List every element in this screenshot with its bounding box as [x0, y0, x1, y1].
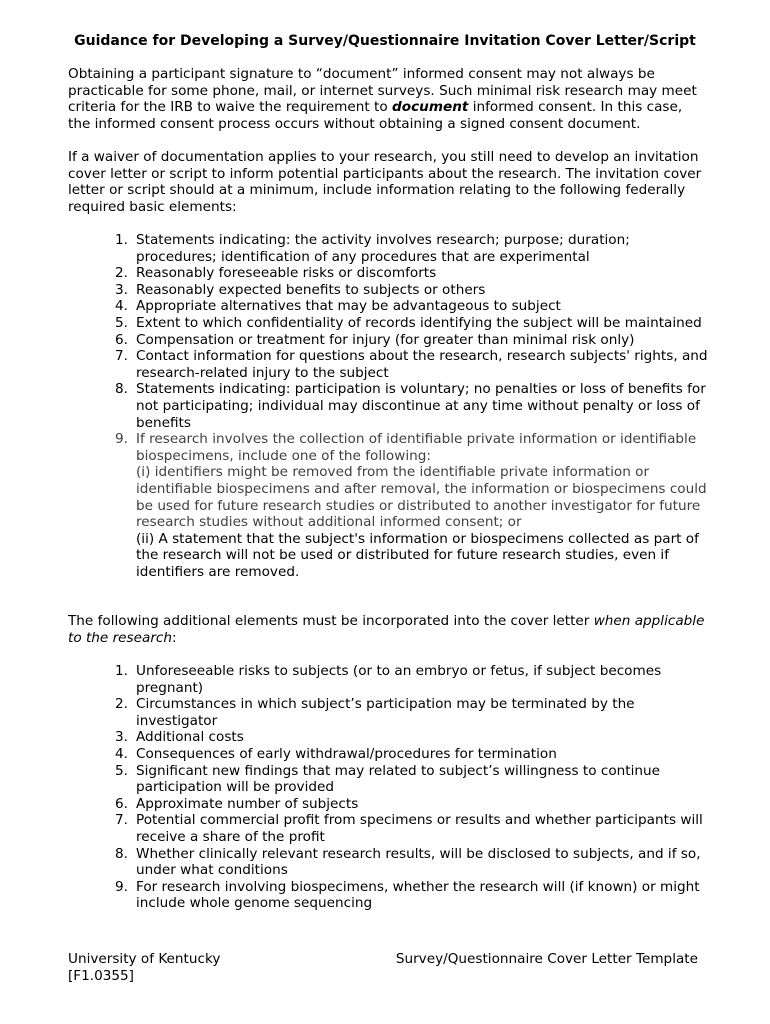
item9-option-i: (i) identifiers might be removed from the identifiable private information or identifiable biospecimens and after removal, the information or biospecimens could be used for future research studies or distributed to another investigator for future research studies without additional informed consent; or: [136, 464, 707, 531]
list-item-text: Statements indicating: participation is voluntary; no penalties or loss of benefits for not participating; individual may discontinue at any time without penalty or loss of benefits: [136, 381, 706, 431]
footer-template-name: Survey/Questionnaire Cover Letter Template: [395, 951, 698, 967]
footer-institution: University of Kentucky: [68, 951, 221, 967]
list-item-text: Reasonably expected benefits to subjects or others: [136, 281, 486, 298]
intro-emphasis: document: [392, 99, 469, 116]
list-item: [108, 663, 708, 696]
list-number: 6.: [115, 795, 128, 812]
list-item: [108, 746, 708, 763]
list-item-text: Reasonably foreseeable risks or discomforts: [136, 265, 437, 282]
list-item-text: Appropriate alternatives that may be advantageous to subject: [136, 298, 561, 315]
list-number: 1.: [115, 232, 128, 248]
list-number: 2.: [115, 696, 128, 713]
list-item: [108, 315, 708, 332]
additional-intro-emphasis: when applicable to the research: [68, 613, 705, 646]
list-number: 6.: [115, 331, 128, 348]
list-item-text: Additional costs: [136, 729, 244, 746]
list-item-text: For research involving biospecimens, whether the research will (if known) or might include whole genome sequencing: [136, 878, 700, 912]
footer-form-code: [F1.0355]: [68, 968, 134, 984]
list-item: [108, 381, 708, 431]
list-item-text: Unforeseeable risks to subjects (or to an embryo or fetus, if subject becomes pregnant): [136, 663, 662, 696]
list-number: 1.: [115, 663, 128, 679]
item9-option-ii: (ii) A statement that the subject's information or biospecimens collected as part of the research will not be used or distributed for future research studies, even if identifiers are removed.: [136, 530, 699, 580]
additional-intro-text: The following additional elements must be incorporated into the cover letter: [68, 613, 594, 629]
list-number: 3.: [115, 281, 128, 298]
list-item-text: Consequences of early withdrawal/procedures for termination: [136, 745, 557, 762]
list-number: 4.: [115, 745, 128, 762]
list-item-identifiable-info: [108, 431, 708, 580]
list-number: 2.: [115, 265, 128, 282]
list-item: [108, 696, 708, 729]
list-number: 7.: [115, 348, 128, 365]
basic-elements-list: [108, 232, 708, 580]
list-number: 8.: [115, 845, 128, 862]
list-item: [108, 846, 708, 879]
list-number: 9.: [115, 878, 128, 895]
list-item: [108, 763, 708, 796]
list-item: [108, 348, 708, 381]
list-item: [108, 282, 708, 299]
list-number: 4.: [115, 298, 128, 315]
list-item: [108, 879, 708, 912]
list-item-text: Contact information for questions about the research, research subjects' rights, and research-related injury to the subject: [136, 348, 708, 381]
list-number: 9.: [115, 431, 128, 448]
additional-intro-suffix: :: [172, 629, 177, 646]
waiver-paragraph: If a waiver of documentation applies to your research, you still need to develop an invitation cover letter or script to inform potential participants about the research. The invitation cover letter or script should at a minimum, include information relating to the following federally required basic elements:: [68, 149, 702, 215]
list-item-text: Compensation or treatment for injury (for greater than minimal risk only): [136, 331, 635, 348]
list-number: 8.: [115, 381, 128, 398]
list-item-text: Circumstances in which subject’s participation may be terminated by the investigator: [136, 696, 635, 729]
intro-text-1: Obtaining a participant signature to “document” informed consent may not always be practicable for some phone, mail, or internet surveys. Such minimal risk research may meet criteria for the IRB to waive the requirement to: [68, 66, 697, 116]
intro-text-2: informed consent. In this case, the informed consent process occurs without obtaining a signed consent document.: [68, 99, 683, 132]
list-item-text: Whether clinically relevant research results, will be disclosed to subjects, and if so, under what conditions: [136, 845, 701, 879]
list-item: [108, 729, 708, 746]
list-item: [108, 812, 708, 845]
list-item: [108, 332, 708, 349]
page-title: Guidance for Developing a Survey/Questionnaire Invitation Cover Letter/Script: [74, 33, 696, 49]
list-item-text: Approximate number of subjects: [136, 795, 359, 812]
intro-paragraph: [68, 66, 708, 132]
additional-elements-intro: [68, 613, 708, 646]
list-item: [108, 265, 708, 282]
list-item-text: Potential commercial profit from specimens or results and whether participants will receive a share of the profit: [136, 812, 703, 845]
list-item: [108, 796, 708, 813]
list-item-text: Statements indicating: the activity involves research; purpose; duration; procedures; identification of any procedures that are experimental: [136, 232, 630, 265]
list-number: 5.: [115, 762, 128, 779]
list-item-text: Significant new findings that may related to subject’s willingness to continue participation will be provided: [136, 762, 660, 796]
list-item: [108, 232, 708, 265]
additional-elements-list: [108, 663, 708, 912]
list-number: 7.: [115, 812, 128, 829]
list-item: [108, 298, 708, 315]
list-item-text: Extent to which confidentiality of records identifying the subject will be maintained: [136, 314, 702, 331]
list-number: 5.: [115, 314, 128, 331]
list-number: 3.: [115, 729, 128, 746]
item9-lead-text: If research involves the collection of identifiable private information or identifiable biospecimens, include one of the following:: [136, 431, 697, 464]
